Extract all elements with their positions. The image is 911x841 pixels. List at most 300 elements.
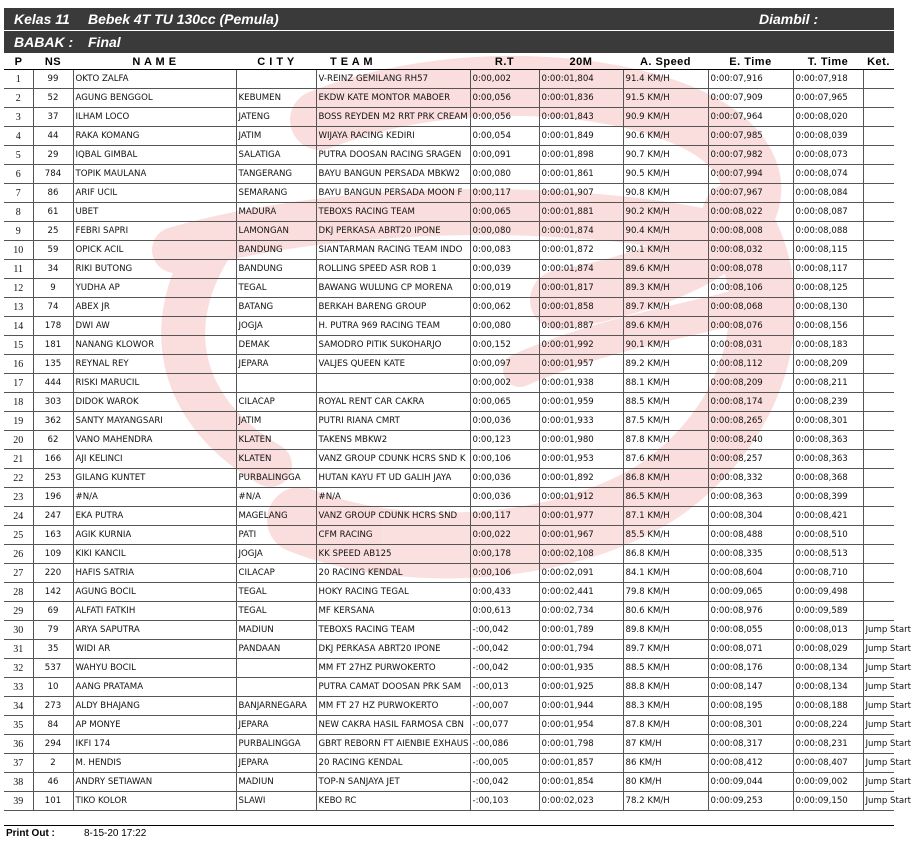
cell-ns: 79 bbox=[33, 621, 73, 640]
cell-ns: 86 bbox=[33, 184, 73, 203]
cell-team: DKJ PERKASA ABRT20 IPONE bbox=[316, 640, 470, 659]
cell-name: ALFATI FATKIH bbox=[73, 602, 236, 621]
cell-city: BANDUNG bbox=[236, 241, 316, 260]
cell-position: 14 bbox=[4, 317, 33, 336]
cell-rt: 0:00,433 bbox=[470, 583, 539, 602]
cell-team: EKDW KATE MONTOR MABOER bbox=[316, 89, 470, 108]
cell-speed: 90.4 KM/H bbox=[623, 222, 708, 241]
cell-ket bbox=[863, 298, 894, 317]
table-row bbox=[4, 564, 894, 583]
cell-city: PURBALINGGA bbox=[236, 735, 316, 754]
cell-ket bbox=[863, 450, 894, 469]
cell-ttime: 0:00:08,073 bbox=[793, 146, 863, 165]
cell-position: 12 bbox=[4, 279, 33, 298]
cell-etime: 0:00:08,174 bbox=[708, 393, 793, 412]
cell-rt: -:00,042 bbox=[470, 640, 539, 659]
table-row bbox=[4, 431, 894, 450]
cell-city: PATI bbox=[236, 526, 316, 545]
cell-ttime: 0:00:08,130 bbox=[793, 298, 863, 317]
cell-speed: 86.8 KM/H bbox=[623, 469, 708, 488]
cell-ns: 61 bbox=[33, 203, 73, 222]
cell-rt: 0:00,083 bbox=[470, 241, 539, 260]
table-row bbox=[4, 393, 894, 412]
cell-rt: -:00,042 bbox=[470, 659, 539, 678]
cell-rt: 0:00,152 bbox=[470, 336, 539, 355]
kelas-label: Kelas 11 bbox=[14, 11, 70, 27]
cell-position: 22 bbox=[4, 469, 33, 488]
cell-city: BANJARNEGARA bbox=[236, 697, 316, 716]
table-row bbox=[4, 716, 894, 735]
cell-team: BAYU BANGUN PERSADA MBKW2 bbox=[316, 165, 470, 184]
print-out-label: Print Out : bbox=[6, 828, 55, 839]
cell-ns: 142 bbox=[33, 583, 73, 602]
cell-team: BAWANG WULUNG CP MORENA bbox=[316, 279, 470, 298]
cell-ttime: 0:00:07,965 bbox=[793, 89, 863, 108]
cell-ttime: 0:00:08,115 bbox=[793, 241, 863, 260]
table-row bbox=[4, 146, 894, 165]
cell-team bbox=[316, 374, 470, 393]
cell-ttime: 0:00:09,150 bbox=[793, 792, 863, 811]
cell-city: SALATIGA bbox=[236, 146, 316, 165]
cell-name: SANTY MAYANGSARI bbox=[73, 412, 236, 431]
cell-name: REYNAL REY bbox=[73, 355, 236, 374]
cell-team: VANZ GROUP CDUNK HCRS SND bbox=[316, 507, 470, 526]
footer-divider bbox=[4, 825, 894, 826]
cell-etime: 0:00:08,032 bbox=[708, 241, 793, 260]
cell-20m: 0:00:01,794 bbox=[539, 640, 623, 659]
cell-ttime: 0:00:08,087 bbox=[793, 203, 863, 222]
cell-ket bbox=[863, 260, 894, 279]
cell-speed: 86.8 KM/H bbox=[623, 545, 708, 564]
cell-ket: Jump Start bbox=[863, 735, 894, 754]
cell-position: 37 bbox=[4, 754, 33, 773]
cell-ket bbox=[863, 89, 894, 108]
cell-position: 15 bbox=[4, 336, 33, 355]
cell-20m: 0:00:01,861 bbox=[539, 165, 623, 184]
cell-rt: -:00,007 bbox=[470, 697, 539, 716]
cell-20m: 0:00:01,959 bbox=[539, 393, 623, 412]
cell-20m: 0:00:01,817 bbox=[539, 279, 623, 298]
cell-position: 25 bbox=[4, 526, 33, 545]
cell-speed: 89.6 KM/H bbox=[623, 260, 708, 279]
cell-speed: 89.7 KM/H bbox=[623, 640, 708, 659]
cell-rt: 0:00,117 bbox=[470, 184, 539, 203]
cell-team: CFM RACING bbox=[316, 526, 470, 545]
cell-ket bbox=[863, 393, 894, 412]
table-row bbox=[4, 70, 894, 89]
cell-ttime: 0:00:08,421 bbox=[793, 507, 863, 526]
cell-ns: 362 bbox=[33, 412, 73, 431]
cell-etime: 0:00:08,078 bbox=[708, 260, 793, 279]
cell-position: 21 bbox=[4, 450, 33, 469]
cell-city: TEGAL bbox=[236, 602, 316, 621]
cell-ns: 34 bbox=[33, 260, 73, 279]
cell-etime: 0:00:08,008 bbox=[708, 222, 793, 241]
col-header-speed: A. Speed bbox=[623, 54, 708, 70]
cell-etime: 0:00:08,317 bbox=[708, 735, 793, 754]
cell-ket: Jump Start bbox=[863, 697, 894, 716]
cell-ttime: 0:00:08,013 bbox=[793, 621, 863, 640]
cell-ns: 181 bbox=[33, 336, 73, 355]
cell-ket bbox=[863, 127, 894, 146]
cell-city: BATANG bbox=[236, 298, 316, 317]
cell-rt: 0:00,106 bbox=[470, 564, 539, 583]
cell-rt: 0:00,065 bbox=[470, 203, 539, 222]
cell-ns: 273 bbox=[33, 697, 73, 716]
cell-city: MADIUN bbox=[236, 773, 316, 792]
cell-speed: 89.8 KM/H bbox=[623, 621, 708, 640]
cell-name: WAHYU BOCIL bbox=[73, 659, 236, 678]
cell-team: SIANTARMAN RACING TEAM INDO bbox=[316, 241, 470, 260]
cell-etime: 0:00:08,106 bbox=[708, 279, 793, 298]
cell-name: DWI AW bbox=[73, 317, 236, 336]
cell-ket bbox=[863, 355, 894, 374]
table-row bbox=[4, 165, 894, 184]
cell-ns: 294 bbox=[33, 735, 73, 754]
cell-ns: 109 bbox=[33, 545, 73, 564]
table-row bbox=[4, 222, 894, 241]
cell-rt: 0:00,117 bbox=[470, 507, 539, 526]
cell-ns: 178 bbox=[33, 317, 73, 336]
cell-rt: 0:00,036 bbox=[470, 488, 539, 507]
cell-name: DIDOK WAROK bbox=[73, 393, 236, 412]
cell-city: JEPARA bbox=[236, 355, 316, 374]
cell-ket bbox=[863, 412, 894, 431]
cell-position: 9 bbox=[4, 222, 33, 241]
cell-20m: 0:00:01,933 bbox=[539, 412, 623, 431]
cell-name: EKA PUTRA bbox=[73, 507, 236, 526]
cell-city: LAMONGAN bbox=[236, 222, 316, 241]
cell-team: MM FT 27 HZ PURWOKERTO bbox=[316, 697, 470, 716]
cell-name: RISKI MARUCIL bbox=[73, 374, 236, 393]
cell-rt: 0:00,065 bbox=[470, 393, 539, 412]
cell-etime: 0:00:07,909 bbox=[708, 89, 793, 108]
cell-rt: 0:00,056 bbox=[470, 108, 539, 127]
cell-20m: 0:00:02,023 bbox=[539, 792, 623, 811]
col-header-team: T E A M bbox=[316, 54, 470, 70]
cell-etime: 0:00:08,055 bbox=[708, 621, 793, 640]
table-row bbox=[4, 298, 894, 317]
cell-city bbox=[236, 70, 316, 89]
cell-speed: 87.1 KM/H bbox=[623, 507, 708, 526]
cell-ttime: 0:00:08,156 bbox=[793, 317, 863, 336]
cell-rt: -:00,005 bbox=[470, 754, 539, 773]
cell-ns: 2 bbox=[33, 754, 73, 773]
cell-etime: 0:00:08,257 bbox=[708, 450, 793, 469]
cell-20m: 0:00:01,907 bbox=[539, 184, 623, 203]
cell-etime: 0:00:08,195 bbox=[708, 697, 793, 716]
cell-rt: -:00,042 bbox=[470, 621, 539, 640]
cell-name: ALDY BHAJANG bbox=[73, 697, 236, 716]
cell-ns: 44 bbox=[33, 127, 73, 146]
cell-position: 3 bbox=[4, 108, 33, 127]
cell-ttime: 0:00:09,002 bbox=[793, 773, 863, 792]
cell-name: #N/A bbox=[73, 488, 236, 507]
cell-ttime: 0:00:09,589 bbox=[793, 602, 863, 621]
cell-position: 19 bbox=[4, 412, 33, 431]
cell-ket bbox=[863, 469, 894, 488]
cell-rt: 0:00,080 bbox=[470, 165, 539, 184]
cell-speed: 90.7 KM/H bbox=[623, 146, 708, 165]
cell-20m: 0:00:01,858 bbox=[539, 298, 623, 317]
cell-20m: 0:00:01,798 bbox=[539, 735, 623, 754]
cell-rt: 0:00,080 bbox=[470, 317, 539, 336]
cell-speed: 89.2 KM/H bbox=[623, 355, 708, 374]
cell-ttime: 0:00:08,399 bbox=[793, 488, 863, 507]
cell-city: BANDUNG bbox=[236, 260, 316, 279]
cell-speed: 87.5 KM/H bbox=[623, 412, 708, 431]
cell-20m: 0:00:01,789 bbox=[539, 621, 623, 640]
table-row bbox=[4, 602, 894, 621]
diambil-label: Diambil : bbox=[759, 11, 819, 27]
cell-speed: 88.5 KM/H bbox=[623, 393, 708, 412]
col-header-ns: NS bbox=[33, 54, 73, 70]
table-row bbox=[4, 374, 894, 393]
cell-city bbox=[236, 659, 316, 678]
cell-speed: 90.2 KM/H bbox=[623, 203, 708, 222]
cell-name: GILANG KUNTET bbox=[73, 469, 236, 488]
cell-etime: 0:00:08,604 bbox=[708, 564, 793, 583]
cell-name: OKTO ZALFA bbox=[73, 70, 236, 89]
cell-city: JOGJA bbox=[236, 545, 316, 564]
table-row bbox=[4, 108, 894, 127]
cell-team: V-REINZ GEMILANG RH57 bbox=[316, 70, 470, 89]
cell-speed: 84.1 KM/H bbox=[623, 564, 708, 583]
cell-position: 33 bbox=[4, 678, 33, 697]
cell-ket bbox=[863, 279, 894, 298]
cell-rt: 0:00,097 bbox=[470, 355, 539, 374]
cell-rt: 0:00,022 bbox=[470, 526, 539, 545]
cell-etime: 0:00:07,982 bbox=[708, 146, 793, 165]
babak-value: Final bbox=[88, 34, 121, 50]
cell-speed: 86.5 KM/H bbox=[623, 488, 708, 507]
cell-20m: 0:00:01,881 bbox=[539, 203, 623, 222]
cell-team: ROYAL RENT CAR CAKRA bbox=[316, 393, 470, 412]
cell-team: VANZ GROUP CDUNK HCRS SND K bbox=[316, 450, 470, 469]
cell-rt: 0:00,123 bbox=[470, 431, 539, 450]
cell-rt: 0:00,106 bbox=[470, 450, 539, 469]
cell-name: WIDI AR bbox=[73, 640, 236, 659]
cell-ttime: 0:00:08,134 bbox=[793, 678, 863, 697]
cell-position: 26 bbox=[4, 545, 33, 564]
cell-etime: 0:00:07,964 bbox=[708, 108, 793, 127]
cell-city: JOGJA bbox=[236, 317, 316, 336]
cell-20m: 0:00:01,925 bbox=[539, 678, 623, 697]
cell-etime: 0:00:08,031 bbox=[708, 336, 793, 355]
cell-name: RAKA KOMANG bbox=[73, 127, 236, 146]
cell-ket: Jump Start bbox=[863, 640, 894, 659]
cell-rt: 0:00,019 bbox=[470, 279, 539, 298]
cell-rt: -:00,086 bbox=[470, 735, 539, 754]
class-name: Bebek 4T TU 130cc (Pemula) bbox=[88, 11, 279, 27]
table-row bbox=[4, 792, 894, 811]
cell-rt: -:00,042 bbox=[470, 773, 539, 792]
cell-20m: 0:00:01,887 bbox=[539, 317, 623, 336]
cell-ttime: 0:00:08,134 bbox=[793, 659, 863, 678]
col-header-20m: 20M bbox=[539, 54, 623, 70]
cell-team: TEBOXS RACING TEAM bbox=[316, 203, 470, 222]
table-row bbox=[4, 260, 894, 279]
table-row bbox=[4, 545, 894, 564]
cell-etime: 0:00:07,994 bbox=[708, 165, 793, 184]
cell-name: AGUNG BENGGOL bbox=[73, 89, 236, 108]
cell-team: H. PUTRA 969 RACING TEAM bbox=[316, 317, 470, 336]
cell-name: M. HENDIS bbox=[73, 754, 236, 773]
cell-ket: Jump Start bbox=[863, 659, 894, 678]
cell-20m: 0:00:02,108 bbox=[539, 545, 623, 564]
cell-rt: 0:00,056 bbox=[470, 89, 539, 108]
cell-ket: Jump Start bbox=[863, 621, 894, 640]
cell-speed: 90.5 KM/H bbox=[623, 165, 708, 184]
cell-team: 20 RACING KENDAL bbox=[316, 754, 470, 773]
cell-speed: 87.6 KM/H bbox=[623, 450, 708, 469]
cell-name: NANANG KLOWOR bbox=[73, 336, 236, 355]
cell-etime: 0:00:08,022 bbox=[708, 203, 793, 222]
cell-etime: 0:00:09,065 bbox=[708, 583, 793, 602]
babak-label: BABAK : bbox=[14, 34, 74, 50]
cell-speed: 78.2 KM/H bbox=[623, 792, 708, 811]
col-header-p: P bbox=[4, 54, 33, 70]
cell-etime: 0:00:08,112 bbox=[708, 355, 793, 374]
cell-city: PANDAAN bbox=[236, 640, 316, 659]
cell-ttime: 0:00:07,918 bbox=[793, 70, 863, 89]
cell-city: PURBALINGGA bbox=[236, 469, 316, 488]
cell-name: ABEX JR bbox=[73, 298, 236, 317]
cell-team: BAYU BANGUN PERSADA MOON F bbox=[316, 184, 470, 203]
cell-ket bbox=[863, 507, 894, 526]
cell-20m: 0:00:01,967 bbox=[539, 526, 623, 545]
cell-position: 39 bbox=[4, 792, 33, 811]
cell-speed: 90.6 KM/H bbox=[623, 127, 708, 146]
cell-20m: 0:00:01,953 bbox=[539, 450, 623, 469]
cell-city: JATIM bbox=[236, 127, 316, 146]
cell-team: MM FT 27HZ PURWOKERTO bbox=[316, 659, 470, 678]
cell-ns: 9 bbox=[33, 279, 73, 298]
cell-speed: 90.9 KM/H bbox=[623, 108, 708, 127]
table-row bbox=[4, 184, 894, 203]
table-row bbox=[4, 526, 894, 545]
cell-ket bbox=[863, 165, 894, 184]
cell-position: 30 bbox=[4, 621, 33, 640]
table-row bbox=[4, 735, 894, 754]
cell-speed: 90.1 KM/H bbox=[623, 241, 708, 260]
cell-20m: 0:00:01,892 bbox=[539, 469, 623, 488]
cell-city: MADIUN bbox=[236, 621, 316, 640]
cell-ns: 135 bbox=[33, 355, 73, 374]
cell-position: 7 bbox=[4, 184, 33, 203]
table-row bbox=[4, 412, 894, 431]
table-row bbox=[4, 773, 894, 792]
cell-position: 10 bbox=[4, 241, 33, 260]
cell-team: KK SPEED AB125 bbox=[316, 545, 470, 564]
table-row bbox=[4, 450, 894, 469]
cell-ket bbox=[863, 564, 894, 583]
table-row bbox=[4, 507, 894, 526]
cell-ns: 444 bbox=[33, 374, 73, 393]
cell-rt: -:00,103 bbox=[470, 792, 539, 811]
cell-ket: Jump Start bbox=[863, 678, 894, 697]
cell-ttime: 0:00:08,513 bbox=[793, 545, 863, 564]
cell-rt: 0:00,002 bbox=[470, 70, 539, 89]
cell-ket bbox=[863, 203, 894, 222]
cell-ttime: 0:00:08,125 bbox=[793, 279, 863, 298]
cell-speed: 88.8 KM/H bbox=[623, 678, 708, 697]
cell-etime: 0:00:08,304 bbox=[708, 507, 793, 526]
cell-name: ARYA SAPUTRA bbox=[73, 621, 236, 640]
cell-city: SEMARANG bbox=[236, 184, 316, 203]
cell-20m: 0:00:01,912 bbox=[539, 488, 623, 507]
cell-20m: 0:00:01,857 bbox=[539, 754, 623, 773]
cell-city: TEGAL bbox=[236, 279, 316, 298]
cell-speed: 87 KM/H bbox=[623, 735, 708, 754]
cell-ttime: 0:00:08,224 bbox=[793, 716, 863, 735]
cell-speed: 80 KM/H bbox=[623, 773, 708, 792]
table-row bbox=[4, 621, 894, 640]
cell-rt: 0:00,178 bbox=[470, 545, 539, 564]
cell-ttime: 0:00:08,368 bbox=[793, 469, 863, 488]
cell-etime: 0:00:08,068 bbox=[708, 298, 793, 317]
cell-ns: 69 bbox=[33, 602, 73, 621]
table-row bbox=[4, 336, 894, 355]
cell-position: 20 bbox=[4, 431, 33, 450]
col-header-rt: R.T bbox=[470, 54, 539, 70]
cell-ket bbox=[863, 241, 894, 260]
babak-header-bar bbox=[4, 31, 894, 53]
cell-ns: 35 bbox=[33, 640, 73, 659]
cell-ket: Jump Start bbox=[863, 773, 894, 792]
cell-ttime: 0:00:08,211 bbox=[793, 374, 863, 393]
cell-ttime: 0:00:09,498 bbox=[793, 583, 863, 602]
cell-etime: 0:00:09,253 bbox=[708, 792, 793, 811]
cell-position: 35 bbox=[4, 716, 33, 735]
cell-20m: 0:00:01,935 bbox=[539, 659, 623, 678]
cell-rt: 0:00,054 bbox=[470, 127, 539, 146]
cell-20m: 0:00:01,836 bbox=[539, 89, 623, 108]
table-header-row bbox=[4, 54, 894, 70]
cell-ns: 25 bbox=[33, 222, 73, 241]
table-row bbox=[4, 583, 894, 602]
cell-ns: 74 bbox=[33, 298, 73, 317]
cell-speed: 79.8 KM/H bbox=[623, 583, 708, 602]
cell-ket: Jump Start bbox=[863, 754, 894, 773]
cell-20m: 0:00:01,849 bbox=[539, 127, 623, 146]
cell-ket bbox=[863, 488, 894, 507]
col-header-city: C I T Y bbox=[236, 54, 316, 70]
cell-ket bbox=[863, 222, 894, 241]
cell-name: KIKI KANCIL bbox=[73, 545, 236, 564]
cell-ttime: 0:00:08,039 bbox=[793, 127, 863, 146]
cell-etime: 0:00:07,985 bbox=[708, 127, 793, 146]
cell-name: IKFI 174 bbox=[73, 735, 236, 754]
cell-ket bbox=[863, 317, 894, 336]
cell-ns: 37 bbox=[33, 108, 73, 127]
cell-20m: 0:00:01,954 bbox=[539, 716, 623, 735]
cell-ns: 84 bbox=[33, 716, 73, 735]
cell-ns: 247 bbox=[33, 507, 73, 526]
cell-position: 8 bbox=[4, 203, 33, 222]
cell-20m: 0:00:02,441 bbox=[539, 583, 623, 602]
cell-position: 11 bbox=[4, 260, 33, 279]
cell-name: FEBRI SAPRI bbox=[73, 222, 236, 241]
cell-ttime: 0:00:08,084 bbox=[793, 184, 863, 203]
cell-etime: 0:00:07,967 bbox=[708, 184, 793, 203]
cell-ttime: 0:00:08,183 bbox=[793, 336, 863, 355]
cell-ttime: 0:00:08,363 bbox=[793, 450, 863, 469]
cell-ns: 166 bbox=[33, 450, 73, 469]
cell-name: RIKI BUTONG bbox=[73, 260, 236, 279]
cell-city: JATIM bbox=[236, 412, 316, 431]
cell-ns: 220 bbox=[33, 564, 73, 583]
